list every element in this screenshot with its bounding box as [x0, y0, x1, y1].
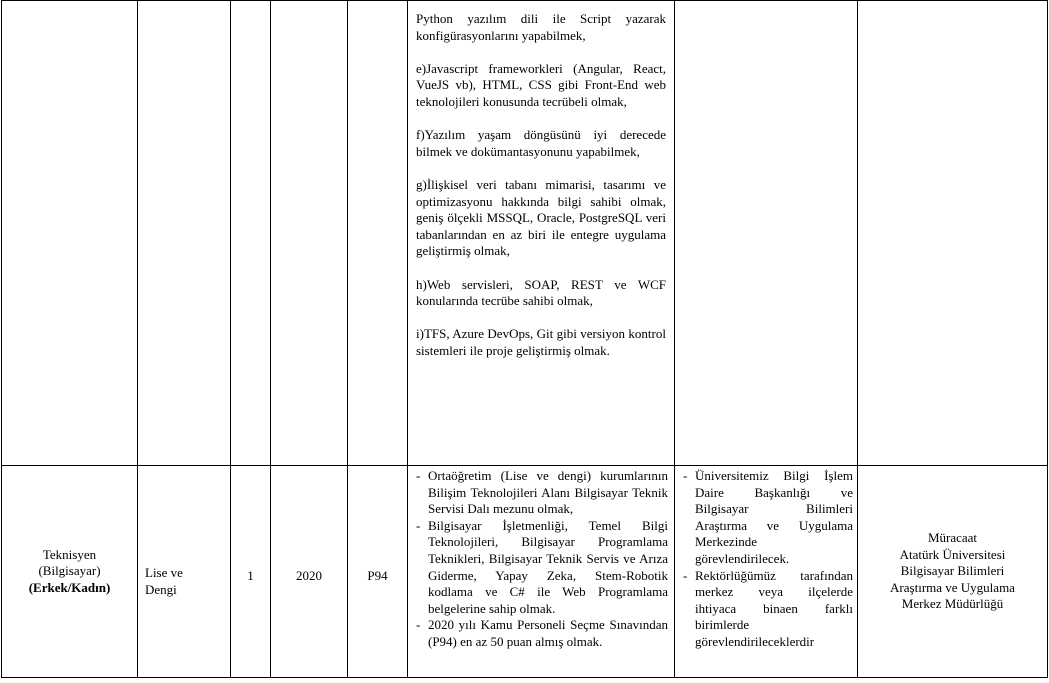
exam-year: 2020 [296, 568, 322, 584]
empty-cell [138, 1, 231, 466]
application-unit-cont: Araştırma ve Uygulama [890, 579, 1015, 595]
table-row [2, 1, 1048, 466]
duties-list [683, 468, 853, 651]
requirement-item: e)Javascript frameworkleri (Angular, React, VueJS vb), HTML, CSS gibi Front-End web teknolojileri konusunda tecrübeli olmak, [416, 60, 666, 109]
position-gender: (Erkek/Kadın) [28, 579, 111, 595]
score-type-cell [348, 466, 408, 678]
empty-cell [675, 1, 858, 466]
empty-cell [348, 1, 408, 466]
requirement-item: Python yazılım dili ile Script yazarak konfigürasyonlarını yapabilmek, [416, 11, 666, 43]
empty-cell [271, 1, 348, 466]
requirements-cell [408, 1, 675, 466]
qualifications-cell [408, 466, 675, 678]
requirement-item: i)TFS, Azure DevOps, Git gibi versiyon kontrol sistemleri ile proje geliştirmiş olmak. [416, 326, 666, 358]
qualifications-list [416, 468, 668, 651]
position-count: 1 [247, 568, 254, 584]
application-label: Müracaat [927, 530, 978, 546]
education-level-cont: Dengi [145, 581, 177, 597]
position-subtitle: (Bilgisayar) [38, 563, 101, 579]
count-cell [231, 466, 271, 678]
table-row [2, 466, 1048, 678]
empty-cell [231, 1, 271, 466]
empty-cell [2, 1, 138, 466]
position-title-cell [2, 466, 138, 678]
duties-cell [675, 466, 858, 678]
year-cell [271, 466, 348, 678]
list-item: - Üniversitemiz Bilgi İşlem Daire Başkanlığı ve Bilgisayar Bilimleri Araştırma ve Uygulama Merkezinde görevlendirilecek. [683, 468, 853, 568]
education-cell [138, 466, 231, 678]
list-item: - 2020 yılı Kamu Personeli Seçme Sınavından (P94) en az 50 puan almış olmak. [416, 617, 668, 650]
application-cell [858, 466, 1048, 678]
requirement-item: g)İlişkisel veri tabanı mimarisi, tasarımı ve optimizasyonu hakkında bilgi sahibi olmak, geniş ölçekli MSSQL, Oracle, PostgreSQL veri tabanlarından en az biri ile entegre uygulama geliştirmiş olmak, [416, 176, 666, 259]
application-office: Merkez Müdürlüğü [901, 596, 1004, 612]
score-type: P94 [367, 568, 388, 584]
requirement-item: f)Yazılım yaşam döngüsünü iyi derecede bilmek ve dokümantasyonunu yapabilmek, [416, 127, 666, 159]
list-item: - Ortaöğretim (Lise ve dengi) kurumlarının Bilişim Teknolojileri Alanı Bilgisayar Teknik Servisi Dalı mezunu olmak, [416, 468, 668, 518]
list-item: - Rektörlüğümüz tarafından merkez veya ilçelerde ihtiyaca binaen farklı birimlerde görevlendirileceklerdir [683, 568, 853, 651]
job-listing-table [1, 0, 1048, 678]
application-institution: Atatürk Üniversitesi [899, 546, 1006, 562]
list-item: - Bilgisayar İşletmenliği, Temel Bilgi Teknolojileri, Bilgisayar Programlama Teknikleri, Bilgisayar Teknik Servis ve Arıza Giderme, Yapay Zeka, Stem-Robotik kodlama ve C# ile Web Programlama belgelerine sahip olmak. [416, 518, 668, 618]
position-title: Teknisyen [42, 546, 97, 562]
education-level: Lise ve [145, 564, 183, 580]
application-unit: Bilgisayar Bilimleri [900, 563, 1005, 579]
empty-cell [858, 1, 1048, 466]
requirement-item: h)Web servisleri, SOAP, REST ve WCF konularında tecrübe sahibi olmak, [416, 276, 666, 309]
